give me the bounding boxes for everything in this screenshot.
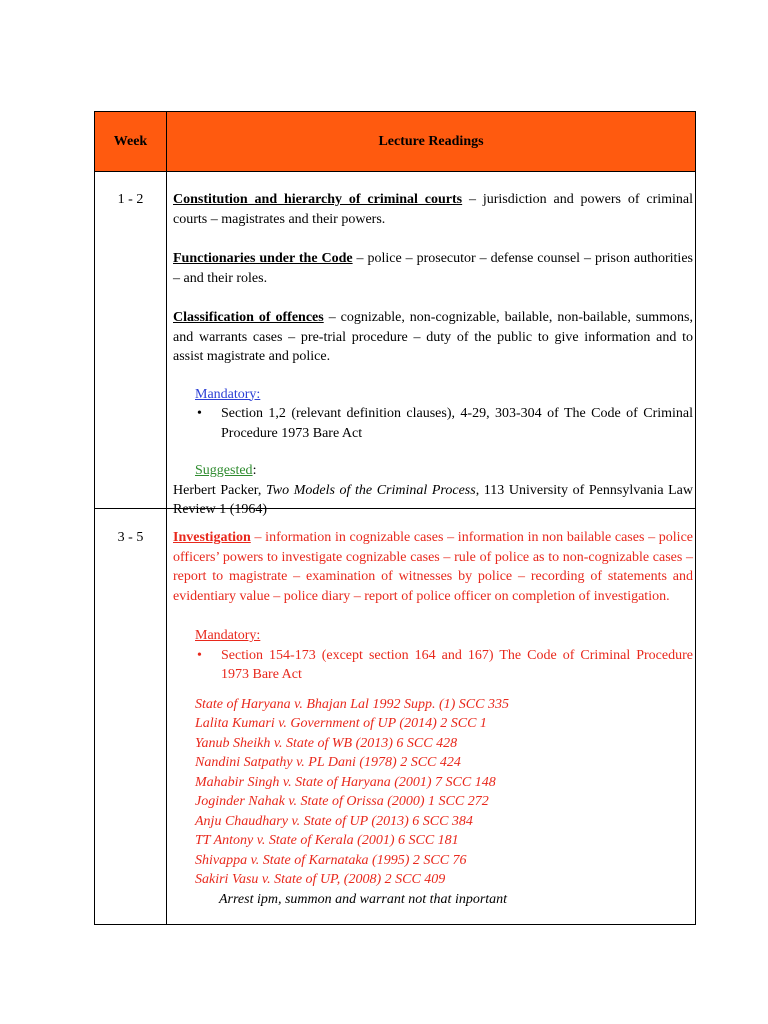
case-item: Mahabir Singh v. State of Haryana (2001) 7 SCC 148 [195,774,496,790]
table-header [95,112,695,172]
row1-content [173,190,693,520]
row1-para-functionaries [173,249,693,288]
case-item: Anju Chaudhary v. State of UP (2013) 6 SCC 384 [195,813,473,829]
column-divider [166,112,167,924]
row2-case-list [173,695,693,890]
row2-mandatory-label: Mandatory: [195,628,261,643]
row1-p2-text: – police – prosecutor – defense counsel – prison authorities – and their roles. [173,251,693,286]
case-item: Nandini Satpathy v. PL Dani (1978) 2 SCC 424 [195,755,461,770]
row2-mandatory-item: • Section 154-173 (except section 164 and 167) The Code of Criminal Procedure 1973 Bare Act [197,646,693,685]
row1-suggested-rest: , 113 University of Pennsylvania Law Review 1 (1964) [173,482,694,517]
row1-p3-text: – cognizable, non-cognizable, bailable, non-bailable, summons, and warrants cases – pre-trial procedure – duty of the public to give information and to assist magistrate and police. [173,310,693,364]
row1-suggested-colon: : [252,463,257,478]
row2-p1-title: Investigation [173,530,251,545]
case-item: Lalita Kumari v. Government of UP (2014) 2 SCC 1 [195,716,487,731]
row1-suggested-title: Two Models of the Criminal Process [266,482,476,498]
case-item: Shivappa v. State of Karnataka (1995) 2 SCC 76 [195,852,467,868]
row2-note: Arrest ipm, summon and warrant not that inportant [219,891,508,907]
case-item: Yanub Sheikh v. State of WB (2013) 6 SCC 428 [195,735,458,751]
row1-p2-title: Functionaries under the Code [173,251,353,266]
row1-mandatory-text: Section 1,2 (relevant definition clauses), 4-29, 303-304 of The Code of Criminal Procedure 1973 Bare Act [221,406,693,441]
row2-content [173,528,693,909]
row1-para-courts [173,190,693,229]
row1-suggested-author: Herbert Packer, [173,482,266,498]
row1-week: 1 - 2 [117,192,144,207]
row1-mandatory-item: • Section 1,2 (relevant definition clauses), 4-29, 303-304 of The Code of Criminal Procedure 1973 Bare Act [197,404,693,443]
row1-para-classification [173,308,693,367]
header-week: Week [113,133,148,149]
row2-para-investigation [173,528,693,606]
row1-p1-title: Constitution and hierarchy of criminal courts [173,192,463,207]
case-item: TT Antony v. State of Kerala (2001) 6 SCC 181 [195,833,459,848]
case-item: Sakiri Vasu v. State of UP, (2008) 2 SCC 409 [195,872,446,887]
header-lecture-readings: Lecture Readings [378,133,484,149]
row2-p1-text: – information in cognizable cases – information in non bailable cases – police officers’ powers to investigate cognizable cases – rule of police as to non-cognizable cases – report to magistrate – examination of witnesses by police – recording of statements and evidentiary value – police diary – report of police officer on completion of investigation. [173,530,693,604]
row1-mandatory-label: Mandatory: [195,386,261,402]
row1-suggested-reading [173,481,693,520]
row2-week: 3 - 5 [117,530,144,545]
row1-suggested-label: Suggested [195,463,253,478]
row1-suggested-label-row [195,461,693,481]
row2-mandatory-text: Section 154-173 (except section 164 and 167) The Code of Criminal Procedure 1973 Bare Act [221,647,693,682]
case-item: State of Haryana v. Bhajan Lal 1992 Supp. (1) SCC 335 [195,696,509,712]
row1-p1-text: – jurisdiction and powers of criminal courts – magistrates and their powers. [173,192,694,227]
case-item: Joginder Nahak v. State of Orissa (2000) 1 SCC 272 [195,794,489,809]
readings-table [94,111,696,925]
row1-p3-title: Classification of offences [173,310,324,325]
